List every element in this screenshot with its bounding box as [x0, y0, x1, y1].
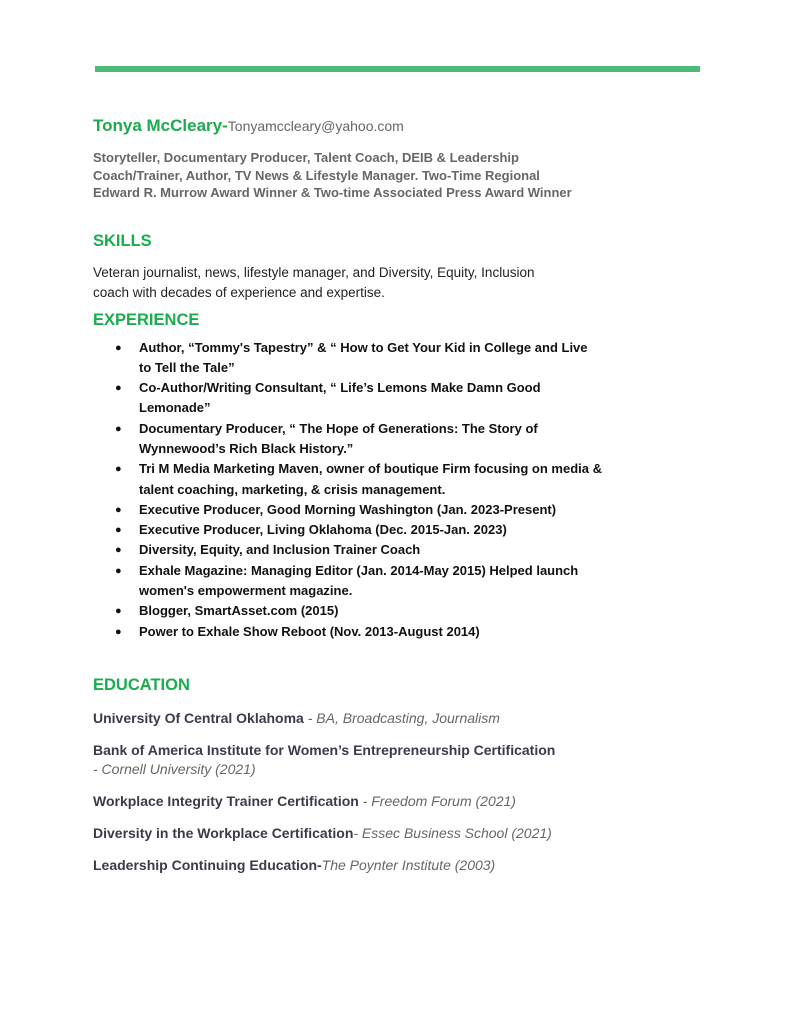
experience-item — [93, 338, 603, 379]
bullet-icon: ● — [115, 422, 122, 435]
experience-item-text: Power to Exhale Show Reboot (Nov. 2013-August 2014) — [139, 623, 480, 639]
experience-item-text: Documentary Producer, “ The Hope of Generations: The Story of Wynnewood’s Rich Black History.” — [139, 420, 538, 456]
experience-item — [93, 540, 603, 560]
person-name: Tonya McCleary- — [93, 116, 228, 135]
bullet-icon: ● — [115, 625, 122, 638]
experience-item-text: Tri M Media Marketing Maven, owner of boutique Firm focusing on media & talent coaching, marketing, & crisis management. — [139, 461, 602, 497]
education-title: Diversity in the Workplace Certification — [93, 824, 354, 841]
education-detail: - BA, Broadcasting, Journalism — [303, 709, 500, 726]
experience-item — [93, 520, 603, 540]
experience-item-text: Executive Producer, Living Oklahoma (Dec. 2015-Jan. 2023) — [139, 522, 507, 538]
bullet-icon: ● — [115, 463, 122, 476]
bullet-icon: ● — [115, 605, 122, 618]
experience-item-text: Author, “Tommy's Tapestry” & “ How to Get Your Kid in College and Live to Tell the Tale” — [139, 339, 588, 375]
top-accent-bar — [95, 66, 700, 72]
skills-text: Veteran journalist, news, lifestyle manager, and Diversity, Equity, Inclusion coach with decades of experience and expertise. — [93, 264, 535, 300]
experience-item-text: Co-Author/Writing Consultant, “ Life’s Lemons Make Damn Good Lemonade” — [139, 380, 541, 416]
bullet-icon: ● — [115, 544, 122, 557]
experience-item-text: Diversity, Equity, and Inclusion Trainer Coach — [139, 542, 421, 558]
bullet-icon: ● — [115, 564, 122, 577]
education-title: Bank of America Institute for Women’s Entrepreneurship Certification — [93, 741, 556, 758]
education-title: University Of Central Oklahoma — [93, 709, 304, 726]
education-detail: - Essec Business School (2021) — [353, 824, 552, 841]
experience-item-text: Executive Producer, Good Morning Washington (Jan. 2023-Present) — [139, 501, 557, 517]
email-text: Tonyamccleary@yahoo.com — [227, 118, 404, 134]
education-list — [93, 709, 613, 875]
experience-item — [93, 601, 603, 621]
education-title: Leadership Continuing Education- — [93, 856, 322, 873]
experience-item-text: Exhale Magazine: Managing Editor (Jan. 2014-May 2015) Helped launch women's empowerment magazine. — [139, 562, 579, 599]
experience-item — [93, 378, 603, 419]
bullet-icon: ● — [115, 524, 122, 537]
education-item — [93, 741, 613, 779]
education-detail: The Poynter Institute (2003) — [321, 856, 496, 873]
resume-header — [93, 114, 613, 139]
education-item — [93, 856, 613, 875]
bullet-icon: ● — [115, 382, 122, 395]
education-title: Workplace Integrity Trainer Certification — [93, 792, 359, 809]
education-item — [93, 824, 613, 843]
education-detail: - Freedom Forum (2021) — [358, 792, 516, 809]
experience-item — [93, 561, 603, 602]
professional-tagline: Storyteller, Documentary Producer, Talent Coach, DEIB & Leadership Coach/Trainer, Author, TV News & Lifestyle Manager. Two-Time Regional Edward R. Murrow Award Winner & Two-time Associated Press Award Winner — [93, 150, 572, 200]
education-item — [93, 792, 613, 811]
experience-item — [93, 622, 603, 642]
experience-list — [93, 338, 613, 642]
bullet-icon: ● — [115, 503, 122, 516]
education-detail: - Cornell University (2021) — [93, 760, 256, 777]
experience-item-text: Blogger, SmartAsset.com (2015) — [139, 603, 339, 619]
skills-heading: SKILLS — [93, 231, 152, 250]
education-heading: EDUCATION — [93, 675, 190, 694]
experience-item — [93, 459, 603, 500]
education-item — [93, 709, 613, 728]
experience-item — [93, 419, 603, 460]
experience-item — [93, 500, 603, 520]
resume-body — [93, 114, 613, 875]
experience-heading: EXPERIENCE — [93, 310, 200, 329]
bullet-icon: ● — [115, 341, 122, 354]
